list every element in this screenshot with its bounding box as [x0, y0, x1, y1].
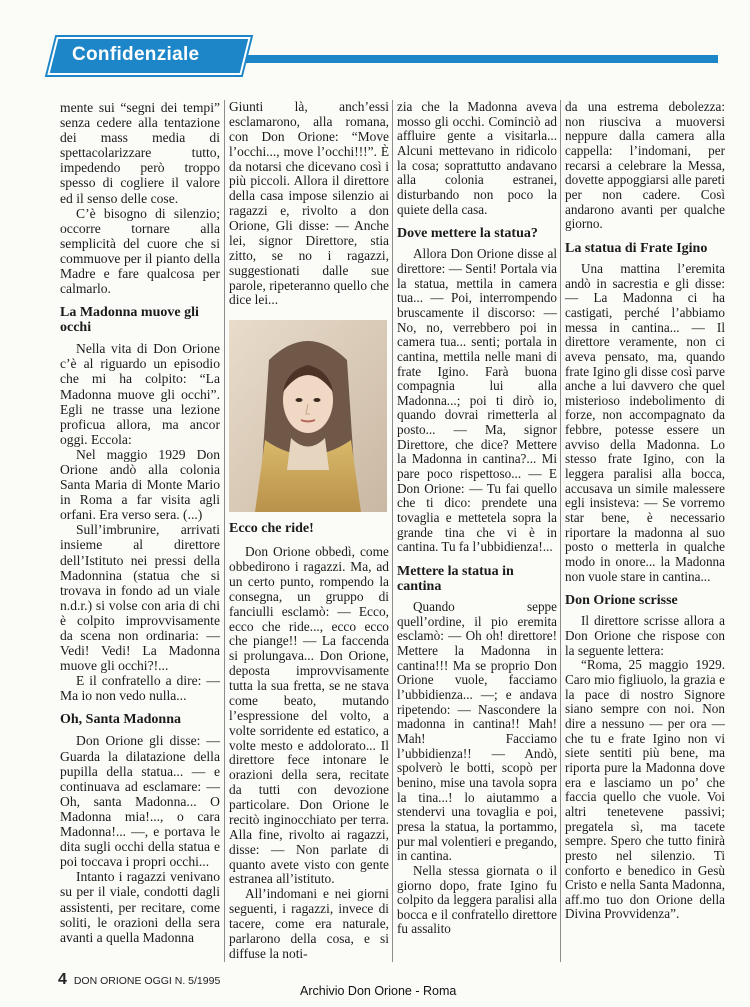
column-divider [224, 100, 225, 962]
section-label: Confidenziale [72, 44, 200, 65]
subheading: Don Orione scrisse [565, 593, 678, 609]
paragraph: Don Orione obbedì, come obbedirono i ragazzi. Ma, ad un certo punto, rompendo la consegna, un gruppo di fanciulli esclamò: — Ecco, ecco che ride..., ecco ecco che piange!! — La faccenda si prolungava... Don Orione, deposta improvvisamente tutta la sua fretta, se ne stava come beato, mutando l’espressione del volto, a volte sorridente ed estatico, a volte mesto e addolorato... Il direttore fece intonare le orazioni della sera, recitate da tutti con devozione particolare. Don Orione le recitò inginocchiato per terra. Alla fine, rivolto ai ragazzi, disse: — Non parlate di quanto avete visto con gente estranea all’istituto. [229, 544, 389, 887]
page-footer [58, 971, 220, 989]
column-4 [565, 100, 725, 922]
paragraph: Intanto i ragazzi venivano su per il viale, condotti dagli assistenti, per recitare, come soliti, le orazioni della sera avanti a quella Madonna [60, 869, 220, 945]
column-divider [560, 100, 561, 962]
column-divider [392, 100, 393, 962]
paragraph: Quando seppe quell’ordine, il pio eremita esclamò: — Oh oh! direttore! Mettere la Madonna in cantina!!! Ma se proprio Don Orione vuole, facciamo l’ubbidienza... —; e andava ripetendo: — Nascondere la madonna in cantina!! Mah! Mah! Facciamo l’ubbidienza!! — Andò, spolverò le botti, scopò per benino, mise una tavola sopra la tina...! lo aiutammo a stendervi una tovaglia e poi, presa la statua, la portammo, pur mal volentieri e pregando, in cantina. [397, 599, 557, 864]
paragraph: Il direttore scrisse allora a Don Orione che rispose con la seguente lettera: [565, 613, 725, 658]
subheading: Dove mettere la statua? [397, 226, 538, 242]
paragraph: zia che la Madonna aveva mosso gli occhi. Cominciò ad affluire gente a visitarla... Alcuni mettevano in ridicolo la cosa; soprattutto andavano alla colonia estranei, disturbando non poco la quiete della casa. [397, 99, 557, 217]
subheading: Mettere la statua in cantina [397, 564, 514, 595]
page-number: 4 [58, 971, 67, 988]
header-rule [238, 55, 718, 63]
paragraph: da una estrema debolezza: non riusciva a muoversi neppure dalla camera alla cappella: l’indomani, per recarsi a celebrare la Messa, dovette appoggiarsi alle pareti per non cadere. Così andarono avanti per qualche giorno. [565, 99, 725, 232]
archive-watermark: Archivio Don Orione - Roma [300, 984, 457, 998]
paragraph: Una mattina l’eremita andò in sacrestia e gli disse: — La Madonna ci ha castigati, perché l’abbiamo messa in cantina... — Il direttore veramente, non ci aveva pensato, ma, quando frate Igino gli disse così parve anche a lui davvero che quel misterioso indebolimento di forze, non accompagnato da febbre, potesse essere un avviso della Madonna. Lo stesso frate Igino, con la leggera paralisi alla bocca, accusava un simile malessere egli insisteva: — Se vorremo star bene, è necessario riportare la madonna al suo posto o metterla in qualche modo in onore... la Madonna non vuole stare in cantina... [565, 260, 725, 584]
paragraph: “Roma, 25 maggio 1929. Caro mio figliuolo, la grazia e la pace di nostro Signore siano sempre con noi. Non dire a nessuno — per ora — che tu e frate Igino non vi siete sentiti più bene, ma riporta pure la Madonna dove era e lasciamo un po’ che faccia quello che vuole. Voi altri tenetevene passivi; pregatela sì, ma tacete sempre. Spero che tutto finirà presto nel silenzio. Ti conforto e benedico in Gesù Cristo e nella Santa Madonna, aff.mo tuo don Orione della Divina Provvidenza”. [565, 657, 725, 922]
paragraph: Giunti là, anch’essi esclamarono, alla romana, con Don Orione: “Move l’occhi..., move l’occhi!!!”. È da notarsi che dicevano così i più piccoli. Allora il direttore della casa impose silenzio ai ragazzi e, rivolto a don Orione, Gli disse: — Anche lei, signor Direttore, stia zitto, se no i ragazzi, suggestionati dalle sue parole, ripeteranno quello che dice lei... [229, 99, 389, 308]
paragraph: All’indomani e nei giorni seguenti, i ragazzi, invece di tacere, come era naturale, parlarono della cosa, e si diffuse la noti- [229, 886, 389, 961]
paragraph: Allora Don Orione disse al direttore: — Senti! Portala via la statua, mettila in camera tua... — Poi, interrompendo bruscamente il discorso: — No, no, verrebbero poi in camera tua... senti; portala in cantina, mettila nelle mani di frate Igino. Farà buona compagnia lui alla Madonna...; poi ti dirò io, quando dovrai rimetterla al posto... — Ma, signor Direttore, che dice? Mettere la Madonna in cantina?... Mi pare poco rispettoso... — E Don Orione: — Tu fai quello che ti dico: prendete una tovaglia e mettetela sopra la grande tina che vi è in cantina. Tu fa l’ubbidienza!... [397, 246, 557, 555]
paragraph: Sull’imbrunire, arrivati insieme al direttore dell’Istituto nei pressi della Madonnina (statua che si trovava in fondo ad un viale n.d.r.) si volse con aria di chi è colpito improvvisamente da scena non ordinaria: — Vedi! Vedi! La Madonna muove gli occhi?!... [60, 522, 220, 674]
column-2 [229, 100, 389, 962]
publication-name: DON ORIONE OGGI N. 5/1995 [73, 975, 221, 987]
paragraph: Don Orione gli disse: — Guarda la dilatazione della pupilla della statua... — e continuava ad esclamare: — Oh, santa Madonna... O Madonna mia!..., o cara Madonna!... —, e portava le dita sugli occhi della statua e poi toccava i propri occhi... [60, 733, 220, 870]
subheading: La statua di Frate Igino [565, 240, 708, 256]
paragraph: Nella vita di Don Orione c’è al riguardo un episodio che mi ha colpito: “La Madonna muove gli occhi”. Egli ne trasse una lezione proficua allora, ma ancor oggi. Eccola: [60, 341, 220, 447]
subheading: La Madonna muove gli occhi [60, 305, 199, 336]
column-3 [397, 100, 557, 937]
paragraph: Nella stessa giornata o il giorno dopo, frate Igino fu colpito da leggera paralisi alla bocca e il confratello direttore fu assalito [397, 862, 557, 937]
paragraph: Nel maggio 1929 Don Orione andò alla colonia Santa Maria di Monte Mario in Roma a far visita agli orfani. Era verso sera. (...) [60, 446, 220, 523]
subheading: Oh, Santa Madonna [60, 712, 181, 728]
paragraph: E il confratello a dire: — Ma io non vedo nulla... [60, 673, 220, 704]
photo-caption: Ecco che ride! [229, 521, 314, 537]
paragraph: C’è bisogno di silenzio; occorre tornare alla semplicità del cuore che si commuove per il pianto della Madre e fare qualcosa per calmarlo. [60, 205, 220, 297]
madonna-statue-photo [229, 320, 387, 512]
paragraph: mente sui “segni dei tempi” senza cedere alla tentazione dei mass media di spettacolarizzare tutto, impedendo però troppo spesso di cogliere il valore ed il senso delle cose. [60, 100, 220, 206]
column-1 [60, 100, 220, 945]
